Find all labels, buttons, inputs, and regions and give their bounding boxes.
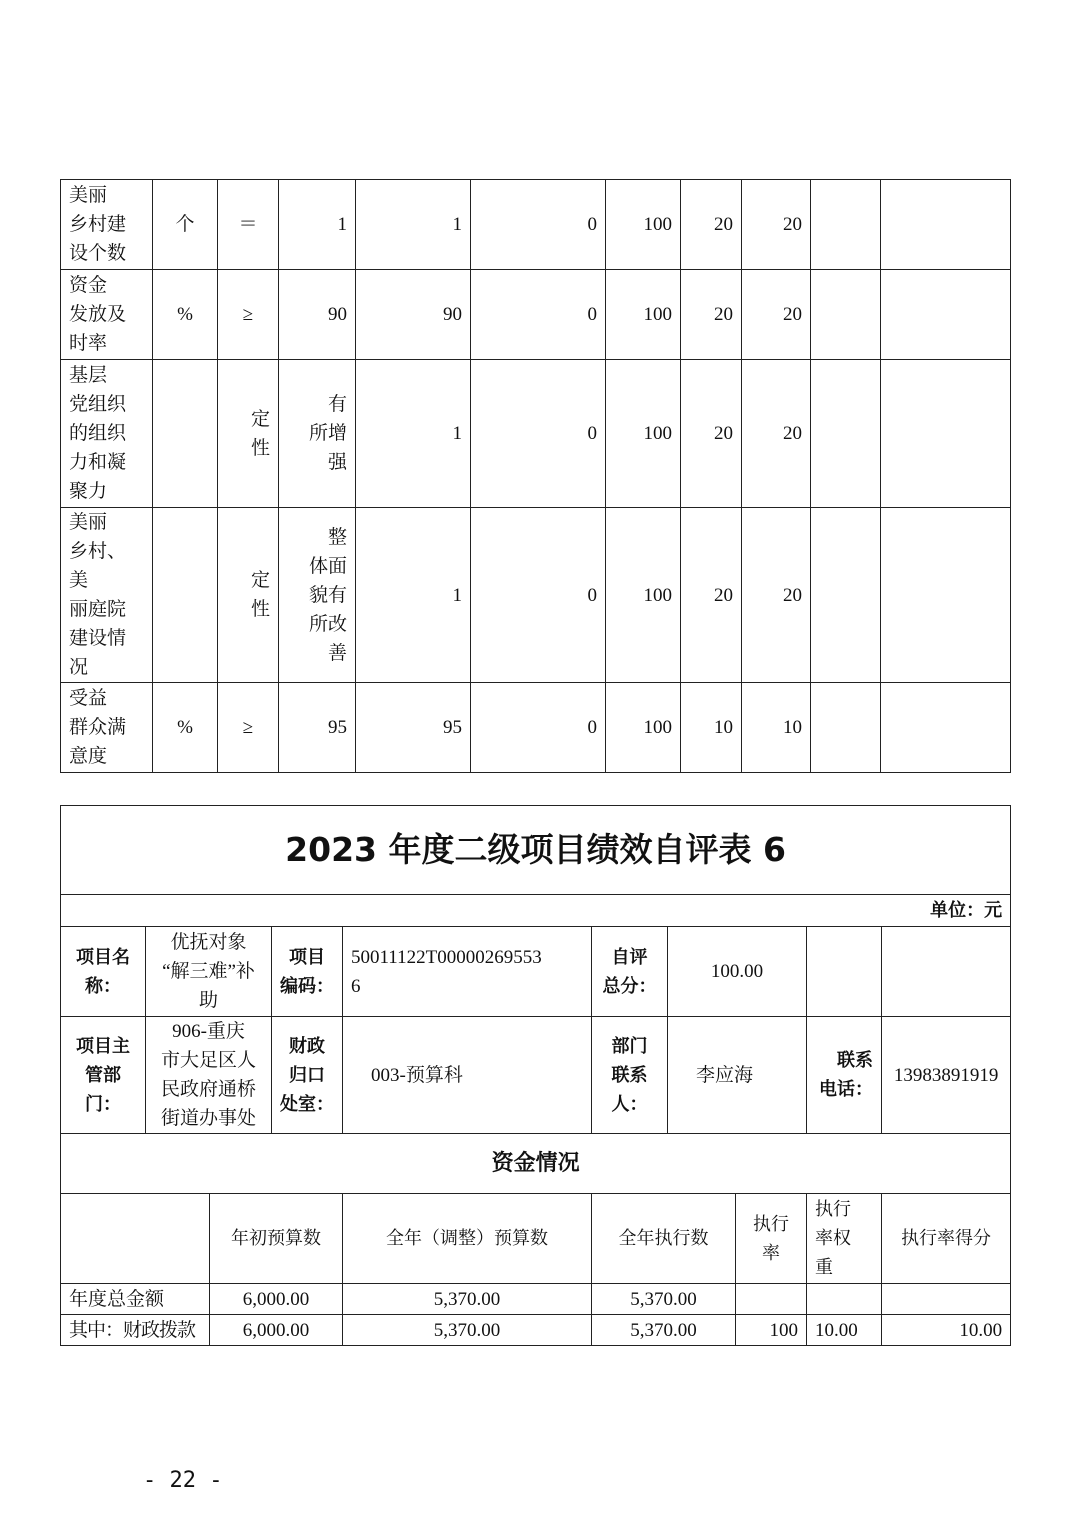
indicator-score: 20 [742, 508, 811, 683]
indicator-col7: 100 [606, 360, 681, 508]
indicator-operator: 定 性 [218, 508, 279, 683]
table-row [61, 683, 1011, 773]
funds-row-label: 其中：财政拨款 [61, 1315, 210, 1346]
funds-rate: 100 [736, 1315, 807, 1346]
table-row [61, 180, 1011, 270]
indicator-empty [811, 508, 881, 683]
indicator-empty [881, 270, 1011, 360]
table-row [61, 1284, 1011, 1315]
indicator-empty [811, 360, 881, 508]
funds-row-label: 年度总金额 [61, 1284, 210, 1315]
indicator-operator: ≥ [218, 683, 279, 773]
indicator-unit: % [153, 270, 218, 360]
dept-label: 项目主 管部 门： [61, 1017, 146, 1134]
table-row [61, 1315, 1011, 1346]
empty-cell [882, 927, 1011, 1017]
funds-header-initial: 年初预算数 [210, 1194, 343, 1284]
funds-header-rate-score: 执行率得分 [882, 1194, 1011, 1284]
indicator-col6: 0 [471, 508, 606, 683]
indicator-weight: 20 [681, 180, 742, 270]
department-row [61, 1017, 1011, 1134]
indicator-col6: 0 [471, 683, 606, 773]
indicator-target: 90 [279, 270, 356, 360]
funds-initial: 6,000.00 [210, 1315, 343, 1346]
funds-header-rate: 执行 率 [736, 1194, 807, 1284]
indicator-score: 20 [742, 360, 811, 508]
funds-adjusted: 5,370.00 [343, 1284, 592, 1315]
indicator-col7: 100 [606, 508, 681, 683]
project-name: 优抚对象 “解三难”补 助 [146, 927, 272, 1017]
indicator-unit [153, 508, 218, 683]
contact-name: 李应海 [668, 1017, 807, 1134]
indicator-weight: 20 [681, 508, 742, 683]
indicator-target: 有 所增 强 [279, 360, 356, 508]
indicator-weight: 20 [681, 270, 742, 360]
indicator-actual: 1 [356, 508, 471, 683]
indicator-actual: 1 [356, 180, 471, 270]
funds-title-row [61, 1134, 1011, 1194]
indicator-empty [811, 270, 881, 360]
indicator-target: 95 [279, 683, 356, 773]
funds-initial: 6,000.00 [210, 1284, 343, 1315]
finance-office: 003-预算科 [343, 1017, 592, 1134]
funds-header-executed: 全年执行数 [592, 1194, 736, 1284]
funds-executed: 5,370.00 [592, 1284, 736, 1315]
funds-score: 10.00 [882, 1315, 1011, 1346]
table-row [61, 270, 1011, 360]
funds-header-blank [61, 1194, 210, 1284]
funds-executed: 5,370.00 [592, 1315, 736, 1346]
indicator-name: 资金 发放及 时率 [61, 270, 153, 360]
table-row [61, 360, 1011, 508]
indicator-col6: 0 [471, 180, 606, 270]
funds-weight [807, 1284, 882, 1315]
dept-name: 906-重庆 市大足区人 民政府通桥 街道办事处 [146, 1017, 272, 1134]
indicator-unit: 个 [153, 180, 218, 270]
page-number: - 22 - [143, 1468, 223, 1493]
indicator-empty [881, 683, 1011, 773]
funds-weight: 10.00 [807, 1315, 882, 1346]
indicator-col7: 100 [606, 270, 681, 360]
indicator-col6: 0 [471, 270, 606, 360]
indicator-name: 美丽 乡村、美 丽庭院 建设情 况 [61, 508, 153, 683]
indicator-score: 20 [742, 180, 811, 270]
indicator-operator: ＝ [218, 180, 279, 270]
indicator-empty [881, 360, 1011, 508]
indicator-name: 受益 群众满 意度 [61, 683, 153, 773]
indicator-empty [811, 683, 881, 773]
table-row [61, 508, 1011, 683]
indicator-col7: 100 [606, 683, 681, 773]
project-code: 50011122T00000269553 6 [343, 927, 592, 1017]
indicator-col7: 100 [606, 180, 681, 270]
phone-label: 联系 电话： [807, 1017, 882, 1134]
indicator-empty [881, 508, 1011, 683]
indicator-operator: 定 性 [218, 360, 279, 508]
form-title-row [61, 806, 1011, 895]
unit-row [61, 895, 1011, 927]
indicator-target: 整 体面 貌有 所改 善 [279, 508, 356, 683]
funds-header-adjusted: 全年（调整）预算数 [343, 1194, 592, 1284]
self-score-label: 自评 总分： [592, 927, 668, 1017]
indicator-table [60, 179, 1011, 773]
self-evaluation-form [60, 805, 1011, 1346]
indicator-target: 1 [279, 180, 356, 270]
finance-office-label: 财政 归口 处室： [272, 1017, 343, 1134]
indicator-weight: 10 [681, 683, 742, 773]
funds-adjusted: 5,370.00 [343, 1315, 592, 1346]
funds-rate [736, 1284, 807, 1315]
project-row [61, 927, 1011, 1017]
funds-header-row [61, 1194, 1011, 1284]
funds-header-rate-weight: 执行 率权 重 [807, 1194, 882, 1284]
form-title: 2023 年度二级项目绩效自评表 6 [61, 806, 1011, 895]
indicator-col6: 0 [471, 360, 606, 508]
empty-cell [807, 927, 882, 1017]
unit-label: 单位：元 [61, 895, 1011, 927]
indicator-actual: 1 [356, 360, 471, 508]
project-code-label: 项目 编码： [272, 927, 343, 1017]
indicator-actual: 90 [356, 270, 471, 360]
indicator-score: 10 [742, 683, 811, 773]
indicator-unit: % [153, 683, 218, 773]
indicator-unit [153, 360, 218, 508]
indicator-operator: ≥ [218, 270, 279, 360]
project-name-label: 项目名 称： [61, 927, 146, 1017]
indicator-score: 20 [742, 270, 811, 360]
phone-number: 13983891919 [882, 1017, 1011, 1134]
self-score: 100.00 [668, 927, 807, 1017]
funds-score [882, 1284, 1011, 1315]
indicator-name: 美丽 乡村建 设个数 [61, 180, 153, 270]
indicator-empty [811, 180, 881, 270]
contact-label: 部门 联系 人： [592, 1017, 668, 1134]
indicator-actual: 95 [356, 683, 471, 773]
indicator-weight: 20 [681, 360, 742, 508]
indicator-name: 基层 党组织 的组织 力和凝 聚力 [61, 360, 153, 508]
indicator-empty [881, 180, 1011, 270]
funds-section-title: 资金情况 [61, 1134, 1011, 1194]
